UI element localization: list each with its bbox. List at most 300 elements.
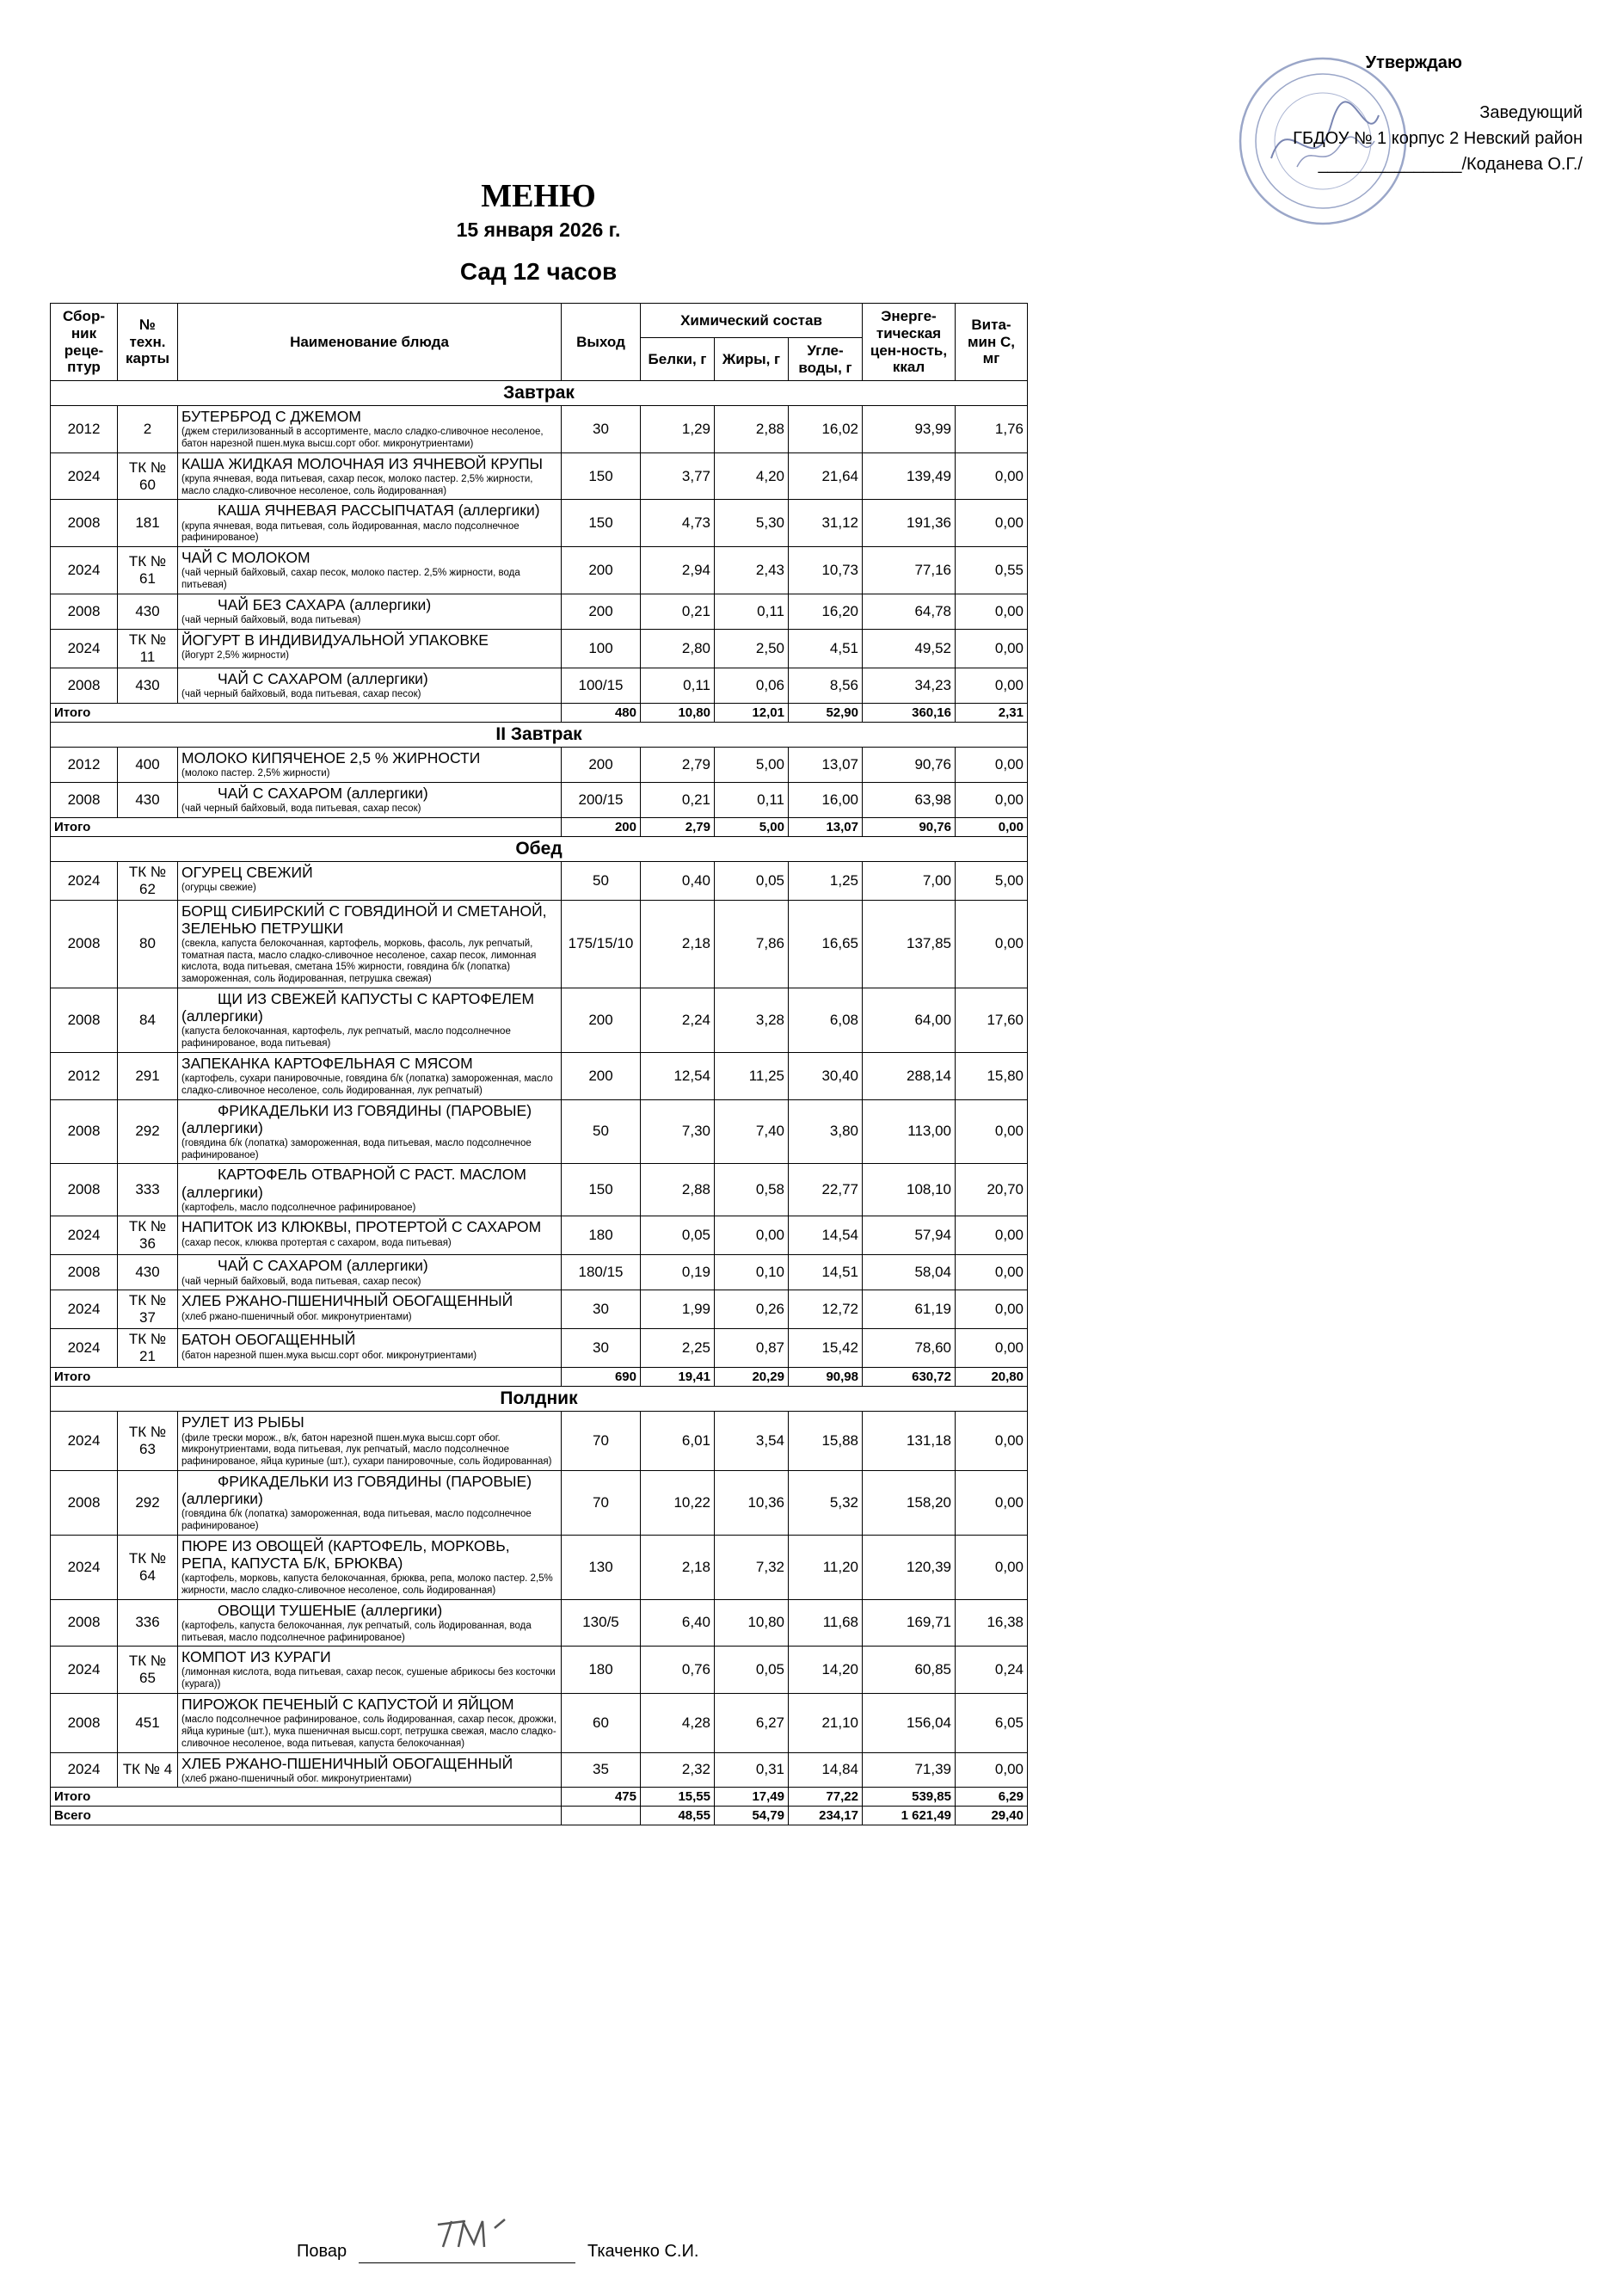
cell-carbs: 16,00 [789,782,863,817]
dish-ingredients: (огурцы свежие) [181,882,256,893]
dish-name: ЧАЙ С САХАРОМ (аллергики) [218,1257,428,1275]
cell-carbs: 1,25 [789,861,863,900]
cell-fat: 7,40 [715,1099,789,1164]
dish-name: ОГУРЕЦ СВЕЖИЙ [181,863,313,881]
dish-name: КАША ЯЧНЕВАЯ РАССЫПЧАТАЯ (аллергики) [218,502,540,520]
cell-collection-year: 2008 [51,1599,118,1647]
cell-vitamin-c: 1,76 [956,406,1028,453]
cell-carbs: 22,77 [789,1164,863,1216]
dish-name: ФРИКАДЕЛЬКИ ИЗ ГОВЯДИНЫ (ПАРОВЫЕ) (аллергики) [181,1472,532,1508]
cell-dish [178,1164,562,1216]
cell-fat: 0,31 [715,1752,789,1788]
cell-carbs: 21,64 [789,452,863,500]
cell-vitamin-c: 15,80 [956,1052,1028,1099]
cell-dish [178,1329,562,1368]
cell-vitamin-c: 0,00 [956,782,1028,817]
total-cell-protein: 10,80 [641,703,715,722]
total-label: Итого [51,817,562,836]
section-header [51,381,1028,406]
cell-tech-card: ТК № 4 [118,1752,178,1788]
dish-name: ЧАЙ С САХАРОМ (аллергики) [218,669,428,687]
table-row [51,406,1028,453]
dish-name: ОВОЩИ ТУШЕНЫЕ (аллергики) [218,1601,443,1619]
cell-yield: 30 [562,1290,641,1329]
grand-total-cell-energy: 1 621,49 [863,1807,956,1825]
cell-protein: 4,73 [641,500,715,547]
cell-energy: 60,85 [863,1647,956,1694]
cell-dish [178,1694,562,1753]
cell-carbs: 14,54 [789,1216,863,1255]
cell-dish [178,1255,562,1290]
cell-yield: 200 [562,988,641,1053]
cell-collection-year: 2008 [51,1099,118,1164]
cell-protein: 6,40 [641,1599,715,1647]
cell-protein: 2,25 [641,1329,715,1368]
cell-tech-card: 430 [118,782,178,817]
cell-fat: 0,26 [715,1290,789,1329]
cell-collection-year: 2024 [51,1647,118,1694]
header-carbs: Угле-воды, г [789,338,863,381]
cell-vitamin-c: 20,70 [956,1164,1028,1216]
cell-carbs: 14,20 [789,1647,863,1694]
section-name: Завтрак [51,381,1028,406]
cell-dish [178,1290,562,1329]
dish-ingredients: (молоко пастер. 2,5% жирности) [181,767,330,779]
cell-energy: 57,94 [863,1216,956,1255]
cell-yield: 180/15 [562,1255,641,1290]
dish-ingredients: (картофель, масло подсолнечное рафинированое) [181,1202,416,1213]
cell-yield: 60 [562,1694,641,1753]
dish-ingredients: (говядина б/к (лопатка) замороженная, вода питьевая, масло подсолнечное рафинированое) [181,1137,532,1160]
cell-energy: 64,78 [863,594,956,629]
table-row [51,1164,1028,1216]
cell-vitamin-c: 0,00 [956,900,1028,988]
cell-dish [178,1470,562,1535]
cell-dish [178,1752,562,1788]
cell-yield: 150 [562,452,641,500]
cook-signature-line [359,2262,575,2263]
cell-vitamin-c: 0,00 [956,1216,1028,1255]
cell-energy: 93,99 [863,406,956,453]
approval-block [1187,50,1583,213]
cell-protein: 1,29 [641,406,715,453]
cell-fat: 2,88 [715,406,789,453]
cell-carbs: 13,07 [789,747,863,782]
dish-ingredients: (свекла, капуста белокочанная, картофель, морковь, фасоль, лук репчатый, томатная паста, масло сладко-сливочное несоленое, сахар песок, лимонная кислота, вода питьевая, сметана 15% жирности, говядина б/к (лопатка) замороженная, соль йодированная, петрушка свежая) [181,938,537,985]
cell-carbs: 21,10 [789,1694,863,1753]
cell-yield: 150 [562,1164,641,1216]
cell-tech-card: 292 [118,1470,178,1535]
header-vitamin: Вита-мин С, мг [956,304,1028,381]
cell-protein: 4,28 [641,1694,715,1753]
dish-ingredients: (говядина б/к (лопатка) замороженная, вода питьевая, масло подсолнечное рафинированое) [181,1509,532,1531]
cell-protein: 2,80 [641,629,715,668]
cell-dish [178,1535,562,1599]
cell-energy: 139,49 [863,452,956,500]
cell-protein: 0,40 [641,861,715,900]
cell-dish [178,1647,562,1694]
dish-ingredients: (масло подсолнечное рафинированое, соль йодированная, сахар песок, дрожжи, яйца куриные (шт.), мука пшеничная высш.сорт, петрушка свежая, масло сладко-сливочное несоленое, вода питьевая, капуста белокочанная) [181,1714,556,1749]
cell-yield: 150 [562,500,641,547]
cell-yield: 35 [562,1752,641,1788]
cell-energy: 108,10 [863,1164,956,1216]
dish-ingredients: (крупа ячневая, вода питьевая, сахар песок, молоко пастер. 2,5% жирности, масло сладко-сливочное несоленое, соль йодированная) [181,473,533,496]
cell-vitamin-c: 0,00 [956,1099,1028,1164]
cell-energy: 191,36 [863,500,956,547]
cell-tech-card: 80 [118,900,178,988]
dish-ingredients: (капуста белокочанная, картофель, лук репчатый, масло подсолнечное рафинированое, вода питьевая) [181,1026,511,1050]
cell-collection-year: 2024 [51,1752,118,1788]
cell-carbs: 6,08 [789,988,863,1053]
cell-fat: 7,32 [715,1535,789,1599]
dish-ingredients: (чай черный байховый, вода питьевая) [181,615,361,625]
total-cell-yield: 475 [562,1788,641,1807]
cell-fat: 6,27 [715,1694,789,1753]
cell-yield: 100/15 [562,668,641,703]
cell-tech-card: ТК № 36 [118,1216,178,1255]
cell-tech-card: 84 [118,988,178,1053]
table-row [51,782,1028,817]
dish-ingredients: (сахар песок, клюква протертая с сахаром, вода питьевая) [181,1237,452,1248]
table-row [51,1470,1028,1535]
cell-collection-year: 2008 [51,668,118,703]
table-row [51,629,1028,668]
header-yield: Выход [562,304,641,381]
cell-tech-card: 292 [118,1099,178,1164]
cell-tech-card: ТК № 62 [118,861,178,900]
total-cell-carbs: 77,22 [789,1788,863,1807]
menu-group: Сад 12 часов [459,258,618,285]
cell-vitamin-c: 0,00 [956,1535,1028,1599]
table-row [51,547,1028,594]
total-label: Итого [51,1788,562,1807]
dish-name: ПИРОЖОК ПЕЧЕНЫЙ С КАПУСТОЙ И ЯЙЦОМ [181,1696,514,1714]
grand-total-cell-carbs: 234,17 [789,1807,863,1825]
cell-protein: 1,99 [641,1290,715,1329]
table-row [51,1599,1028,1647]
cell-tech-card: 430 [118,1255,178,1290]
total-cell-protein: 19,41 [641,1368,715,1387]
cell-protein: 12,54 [641,1052,715,1099]
cell-vitamin-c: 0,00 [956,1255,1028,1290]
header-tech-card: № техн. карты [118,304,178,381]
cell-yield: 130/5 [562,1599,641,1647]
cell-tech-card: 291 [118,1052,178,1099]
table-row [51,988,1028,1053]
cell-energy: 34,23 [863,668,956,703]
cell-carbs: 31,12 [789,500,863,547]
cell-carbs: 12,72 [789,1290,863,1329]
cell-fat: 0,00 [715,1216,789,1255]
cell-energy: 169,71 [863,1599,956,1647]
cell-tech-card: ТК № 37 [118,1290,178,1329]
cell-protein: 0,21 [641,594,715,629]
total-row [51,703,1028,722]
dish-ingredients: (картофель, морковь, капуста белокочанная, брюква, репа, молоко пастер. 2,5% жирности, масло сладко-сливочное несоленое, соль йодированная) [181,1573,553,1596]
cell-collection-year: 2008 [51,500,118,547]
section-name: Полдник [51,1387,1028,1412]
cell-collection-year: 2008 [51,594,118,629]
cell-carbs: 5,32 [789,1470,863,1535]
grand-total-cell-fat: 54,79 [715,1807,789,1825]
cell-yield: 130 [562,1535,641,1599]
grand-total-cell-yield [562,1807,641,1825]
cell-energy: 120,39 [863,1535,956,1599]
cell-yield: 70 [562,1412,641,1471]
cell-tech-card: ТК № 11 [118,629,178,668]
cell-collection-year: 2024 [51,1216,118,1255]
cell-tech-card: 451 [118,1694,178,1753]
cell-protein: 2,88 [641,1164,715,1216]
cell-dish [178,594,562,629]
cell-energy: 158,20 [863,1470,956,1535]
menu-date: 15 января 2026 г. [456,219,621,241]
dish-name: ЙОГУРТ В ИНДИВИДУАЛЬНОЙ УПАКОВКЕ [181,631,489,649]
cell-energy: 288,14 [863,1052,956,1099]
header-collection: Сбор-ник реце-птур [51,304,118,381]
cell-vitamin-c: 0,24 [956,1647,1028,1694]
cell-dish [178,629,562,668]
cell-protein: 2,79 [641,747,715,782]
total-cell-fat: 20,29 [715,1368,789,1387]
cell-collection-year: 2024 [51,1329,118,1368]
table-row [51,452,1028,500]
cell-vitamin-c: 0,00 [956,1752,1028,1788]
approval-signature-line: _______________/Коданева О.Г./ [1318,155,1583,174]
total-cell-protein: 15,55 [641,1788,715,1807]
cell-carbs: 11,68 [789,1599,863,1647]
header-fat: Жиры, г [715,338,789,381]
cell-vitamin-c: 0,00 [956,629,1028,668]
table-row [51,668,1028,703]
dish-ingredients: (чай черный байховый, вода питьевая, сахар песок) [181,688,421,699]
dish-name: НАПИТОК ИЗ КЛЮКВЫ, ПРОТЕРТОЙ С САХАРОМ [181,1218,542,1236]
cell-vitamin-c: 0,00 [956,668,1028,703]
header-dish: Наименование блюда [178,304,562,381]
cell-protein: 2,18 [641,900,715,988]
cell-dish [178,1052,562,1099]
grand-total-row [51,1807,1028,1825]
cell-vitamin-c: 0,00 [956,1412,1028,1471]
cell-dish [178,500,562,547]
table-row [51,1694,1028,1753]
cell-protein: 2,94 [641,547,715,594]
cell-vitamin-c: 0,00 [956,1329,1028,1368]
cell-carbs: 3,80 [789,1099,863,1164]
dish-name: МОЛОКО КИПЯЧЕНОЕ 2,5 % ЖИРНОСТИ [181,748,481,766]
cell-fat: 0,11 [715,594,789,629]
cell-fat: 4,20 [715,452,789,500]
total-row [51,1368,1028,1387]
cell-carbs: 4,51 [789,629,863,668]
total-cell-carbs: 90,98 [789,1368,863,1387]
cell-energy: 64,00 [863,988,956,1053]
approval-position: Заведующий [1479,103,1583,122]
cell-dish [178,900,562,988]
cell-fat: 0,06 [715,668,789,703]
cell-fat: 3,54 [715,1412,789,1471]
table-row [51,1752,1028,1788]
table-row [51,1329,1028,1368]
total-row [51,1788,1028,1807]
cell-collection-year: 2008 [51,988,118,1053]
section-header [51,1387,1028,1412]
cell-energy: 63,98 [863,782,956,817]
cell-protein: 2,18 [641,1535,715,1599]
total-cell-energy: 90,76 [863,817,956,836]
dish-name: ЧАЙ С САХАРОМ (аллергики) [218,784,428,802]
cell-dish [178,547,562,594]
cell-dish [178,1412,562,1471]
cell-dish [178,406,562,453]
header-chem: Химический состав [641,304,863,338]
table-row [51,1216,1028,1255]
cell-protein: 2,32 [641,1752,715,1788]
cell-fat: 2,43 [715,547,789,594]
dish-name: БОРЩ СИБИРСКИЙ С ГОВЯДИНОЙ И СМЕТАНОЙ, ЗЕЛЕНЬЮ ПЕТРУШКИ [181,902,547,937]
cell-protein: 0,21 [641,782,715,817]
cell-vitamin-c: 0,00 [956,594,1028,629]
cell-fat: 0,11 [715,782,789,817]
grand-total-cell-protein: 48,55 [641,1807,715,1825]
cell-dish [178,782,562,817]
cell-tech-card: ТК № 64 [118,1535,178,1599]
dish-name: ЗАПЕКАНКА КАРТОФЕЛЬНАЯ С МЯСОМ [181,1054,473,1072]
cell-collection-year: 2008 [51,1164,118,1216]
total-cell-energy: 539,85 [863,1788,956,1807]
cell-protein: 0,76 [641,1647,715,1694]
menu-table [50,303,1028,1825]
cell-vitamin-c: 16,38 [956,1599,1028,1647]
cell-fat: 0,87 [715,1329,789,1368]
approval-title: Утверждаю [1365,53,1462,72]
cell-collection-year: 2024 [51,861,118,900]
cell-yield: 200 [562,1052,641,1099]
cell-protein: 0,05 [641,1216,715,1255]
cell-protein: 0,11 [641,668,715,703]
cell-energy: 71,39 [863,1752,956,1788]
cell-dish [178,1099,562,1164]
cell-carbs: 15,42 [789,1329,863,1368]
cell-protein: 10,22 [641,1470,715,1535]
cell-energy: 156,04 [863,1694,956,1753]
total-cell-fat: 17,49 [715,1788,789,1807]
cell-collection-year: 2008 [51,782,118,817]
section-name: II Завтрак [51,722,1028,747]
cell-tech-card: 181 [118,500,178,547]
section-name: Обед [51,836,1028,861]
table-row [51,1647,1028,1694]
cell-carbs: 14,84 [789,1752,863,1788]
cell-tech-card: ТК № 61 [118,547,178,594]
cell-vitamin-c: 17,60 [956,988,1028,1053]
cell-collection-year: 2012 [51,747,118,782]
cell-vitamin-c: 5,00 [956,861,1028,900]
cell-dish [178,1216,562,1255]
grand-total-cell-vitamin-c: 29,40 [956,1807,1028,1825]
cell-tech-card: 2 [118,406,178,453]
cell-tech-card: ТК № 21 [118,1329,178,1368]
total-cell-fat: 5,00 [715,817,789,836]
dish-ingredients: (картофель, капуста белокочанная, лук репчатый, соль йодированная, вода питьевая, масло подсолнечное рафинированое) [181,1620,532,1643]
cell-energy: 61,19 [863,1290,956,1329]
dish-name: ХЛЕБ РЖАНО-ПШЕНИЧНЫЙ ОБОГАЩЕННЫЙ [181,1754,513,1772]
cell-fat: 0,05 [715,861,789,900]
cell-protein: 7,30 [641,1099,715,1164]
total-cell-vitamin-c: 6,29 [956,1788,1028,1807]
cell-yield: 175/15/10 [562,900,641,988]
dish-ingredients: (чай черный байховый, сахар песок, молоко пастер. 2,5% жирности, вода питьевая) [181,568,520,591]
header-protein: Белки, г [641,338,715,381]
cell-vitamin-c: 0,00 [956,1470,1028,1535]
cell-yield: 200 [562,747,641,782]
cell-carbs: 30,40 [789,1052,863,1099]
cell-yield: 30 [562,406,641,453]
dish-name: ЧАЙ БЕЗ САХАРА (аллергики) [218,595,432,613]
cell-protein: 2,24 [641,988,715,1053]
cell-energy: 137,85 [863,900,956,988]
approval-org: ГБДОУ № 1 корпус 2 Невский район [1293,129,1583,148]
total-label: Итого [51,1368,562,1387]
dish-ingredients: (картофель, сухари панировочные, говядина б/к (лопатка) замороженная, масло сладко-сливочное несоленое, соль йодированная, лук репчатый) [181,1073,553,1096]
cell-energy: 49,52 [863,629,956,668]
cell-carbs: 14,51 [789,1255,863,1290]
cell-tech-card: 336 [118,1599,178,1647]
cell-carbs: 8,56 [789,668,863,703]
dish-ingredients: (лимонная кислота, вода питьевая, сахар песок, сушеные абрикосы без косточки (курага)) [181,1667,556,1690]
cell-dish [178,988,562,1053]
cell-carbs: 15,88 [789,1412,863,1471]
dish-ingredients: (батон нарезной пшен.мука высш.сорт обог. микронутриентами) [181,1350,477,1361]
total-cell-vitamin-c: 0,00 [956,817,1028,836]
cell-fat: 0,05 [715,1647,789,1694]
cell-fat: 0,10 [715,1255,789,1290]
dish-name: КОМПОТ ИЗ КУРАГИ [181,1648,331,1666]
cell-yield: 180 [562,1216,641,1255]
dish-ingredients: (чай черный байховый, вода питьевая, сахар песок) [181,803,421,814]
cell-protein: 0,19 [641,1255,715,1290]
cell-collection-year: 2008 [51,900,118,988]
cell-carbs: 10,73 [789,547,863,594]
cell-yield: 200 [562,547,641,594]
cell-vitamin-c: 0,00 [956,452,1028,500]
cell-collection-year: 2012 [51,1052,118,1099]
cell-collection-year: 2024 [51,547,118,594]
total-cell-vitamin-c: 2,31 [956,703,1028,722]
dish-ingredients: (джем стерилизованный в ассортименте, масло сладко-сливочное несоленое, батон нарезной пшен.мука высш.сорт обог. микронутриентами) [181,427,544,449]
dish-ingredients: (крупа ячневая, вода питьевая, соль йодированная, масло подсолнечное рафинированое) [181,520,519,544]
cell-vitamin-c: 6,05 [956,1694,1028,1753]
cell-fat: 5,30 [715,500,789,547]
dish-ingredients: (чай черный байховый, вода питьевая, сахар песок) [181,1276,421,1287]
table-row [51,500,1028,547]
dish-name: БАТОН ОБОГАЩЕННЫЙ [181,1331,356,1349]
dish-ingredients: (хлеб ржано-пшеничный обог. микронутриентами) [181,1773,412,1784]
section-header [51,722,1028,747]
total-cell-carbs: 52,90 [789,703,863,722]
total-row [51,817,1028,836]
cell-carbs: 16,20 [789,594,863,629]
total-cell-carbs: 13,07 [789,817,863,836]
table-row [51,1052,1028,1099]
cell-tech-card: 400 [118,747,178,782]
cell-energy: 90,76 [863,747,956,782]
cell-yield: 30 [562,1329,641,1368]
cell-vitamin-c: 0,00 [956,500,1028,547]
cell-tech-card: 430 [118,668,178,703]
dish-ingredients: (йогурт 2,5% жирности) [181,649,290,661]
cell-tech-card: 333 [118,1164,178,1216]
